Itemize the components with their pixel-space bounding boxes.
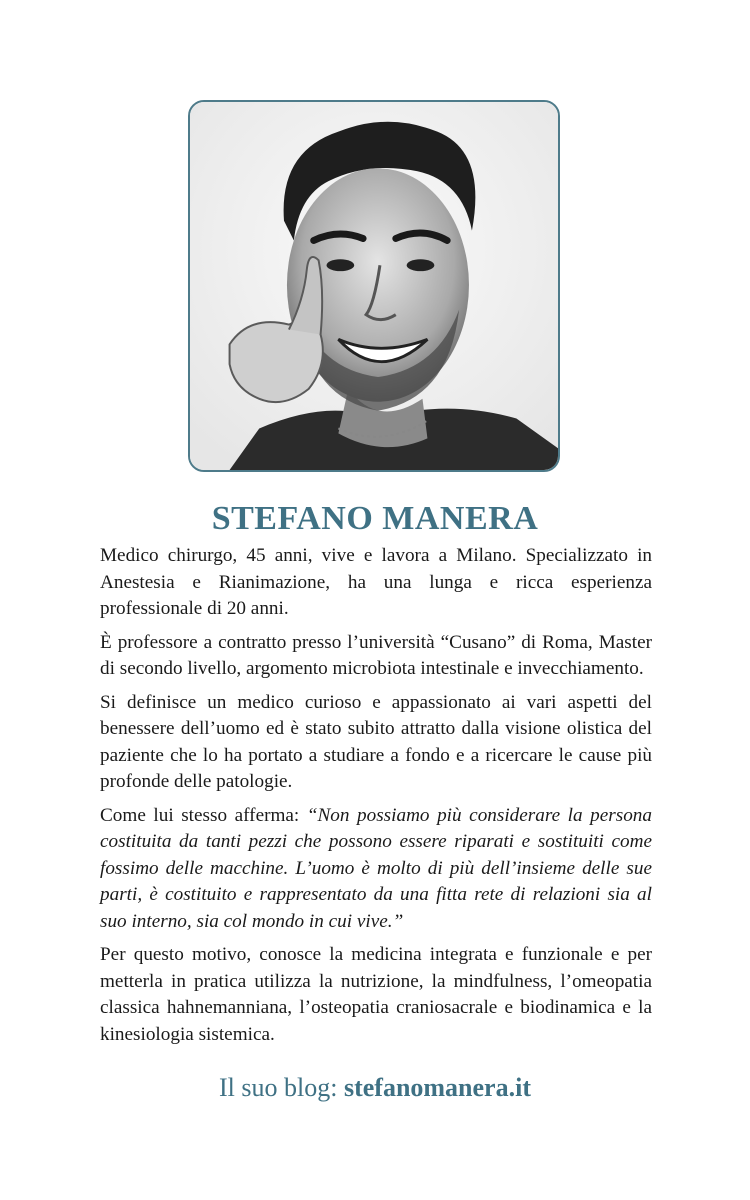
bio-paragraph: È professore a contratto presso l’università “Cusano” di Roma, Master di secondo livello, argomento microbiota intestinale e invecchiamento.: [100, 631, 652, 679]
bio-paragraph: Per questo motivo, conosce la medicina integrata e funzionale e per metterla in pratica utilizza la nutrizione, la mindfulness, l’omeopatia classica hahnemanniana, l’osteopatia craniosacrale e biodinamica e la kinesiologia sistemica.: [100, 944, 652, 1045]
blog-line: [0, 1073, 750, 1103]
bio-paragraph-quote: [100, 803, 652, 936]
author-quote: “Non possiamo più considerare la persona costituita da tanti pezzi che possono essere riparati e sostituiti come fossimo delle macchine. L’uomo è molto di più dell’insieme delle sue parti, è costituito e rappresentato da una fitta rete di relazioni sia al suo interno, sia col mondo in cui vive.”: [100, 804, 652, 932]
author-portrait: [188, 100, 560, 472]
author-bio: [100, 543, 652, 1055]
bio-paragraph: Si definisce un medico curioso e appassionato ai vari aspetti del benessere dell’uomo ed è stato subito attratto dalla visione olistica del paziente che lo ha portato a studiare a fondo e a ricercare le cause più profonde delle patologie.: [100, 691, 652, 792]
quote-intro: Come lui stesso afferma:: [100, 804, 307, 826]
bio-paragraph: Medico chirurgo, 45 anni, vive e lavora a Milano. Specializzato in Anestesia e Rianimazione, ha una lunga e ricca esperienza professionale di 20 anni.: [100, 545, 652, 619]
blog-link[interactable]: stefanomanera.it: [343, 1073, 531, 1102]
author-photo: [190, 102, 558, 470]
author-name: STEFANO MANERA: [211, 500, 539, 537]
blog-label: Il suo blog:: [219, 1073, 344, 1102]
